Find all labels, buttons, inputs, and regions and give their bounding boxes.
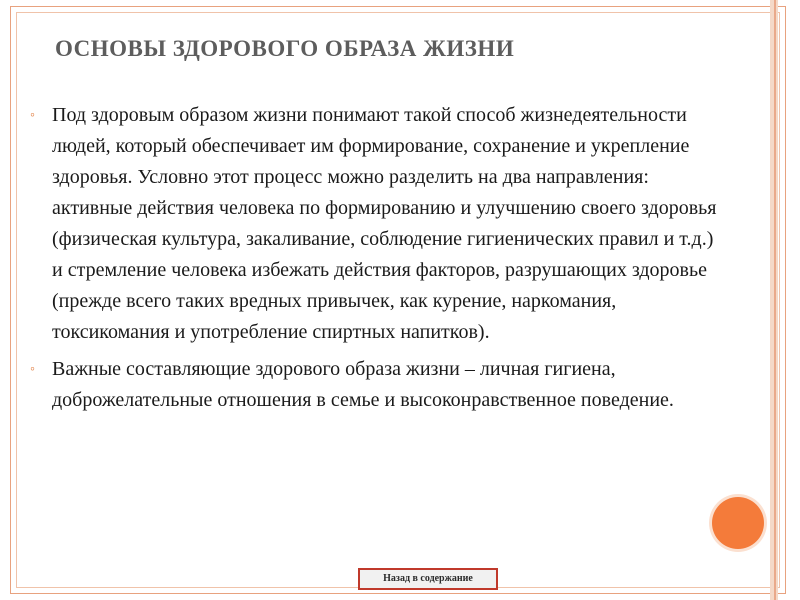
back-to-contents-button[interactable]: Назад в содержание — [358, 568, 498, 590]
bullet-text: Важные составляющие здорового образа жизни – личная гигиена, доброжелательные отношения в семье и высоконравственное поведение. — [52, 358, 674, 411]
slide-title: ОСНОВЫ ЗДОРОВОГО ОБРАЗА ЖИЗНИ — [55, 36, 515, 61]
slide-body — [30, 100, 720, 416]
bullet-text: Под здоровым образом жизни понимают такой способ жизнедеятельности людей, который обеспечивает им формирование, сохранение и укрепление здоровья. Условно этот процесс можно разделить на два направления: активные действия человека по формированию и улучшению своего здоровья (физическая культура, закаливание, соблюдение гигиенических правил и т.д.) и стремление человека избежать действия факторов, разрушающих здоровье (прежде всего таких вредных привычек, как курение, наркомания, токсикомания и употребление спиртных напитков). — [52, 104, 717, 343]
bullet-marker-icon: ◦ — [30, 108, 35, 123]
bullet-marker-icon: ◦ — [30, 362, 35, 377]
bullet-item — [30, 354, 720, 416]
bullet-item — [30, 100, 720, 348]
right-decor-line — [774, 0, 776, 600]
decorative-circle — [712, 497, 764, 549]
